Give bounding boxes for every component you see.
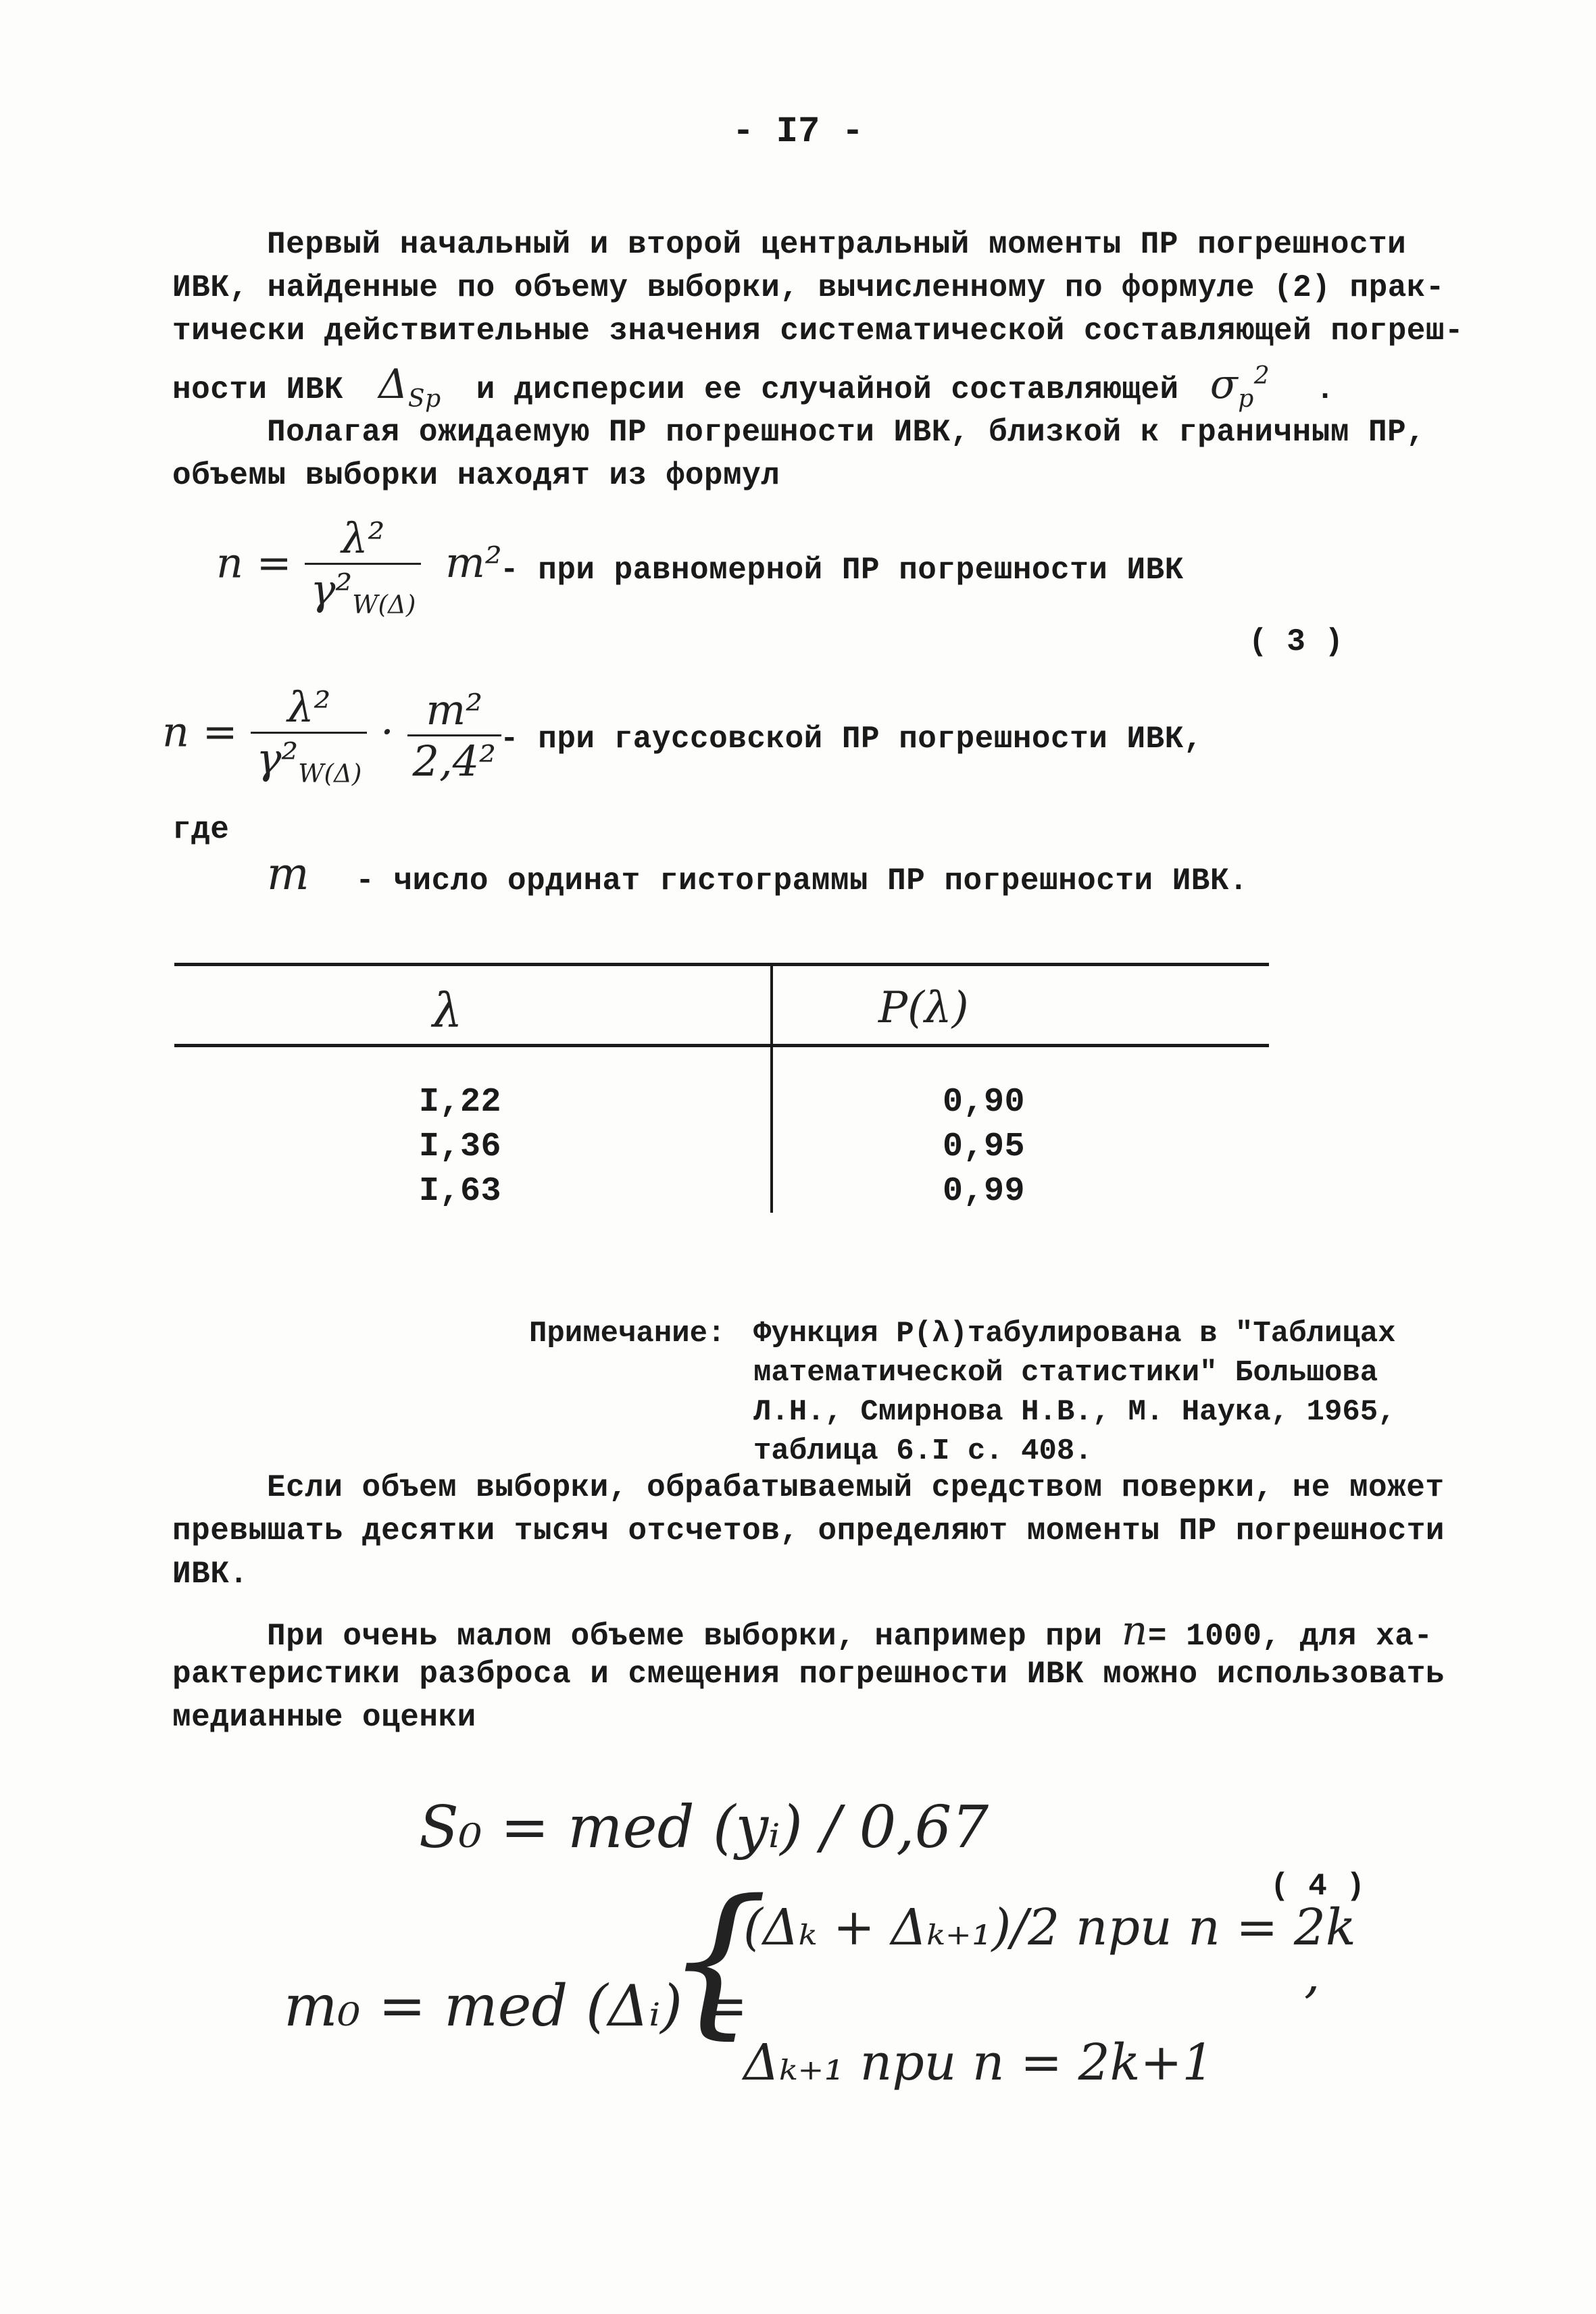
formula-gaussian-denominator-2: 2,4² bbox=[412, 736, 496, 786]
table-header-rule bbox=[174, 1044, 1269, 1047]
paragraph-4-line-1-start: При очень малом объеме выборки, например при bbox=[267, 1619, 1103, 1654]
formula-gaussian-lhs: n = bbox=[162, 707, 238, 757]
formula-median-scale: S₀ = med (yᵢ) / 0,67 bbox=[419, 1794, 989, 1861]
where-definition bbox=[267, 848, 1249, 903]
formula-uniform-rhs: m² bbox=[445, 538, 502, 588]
sigma-superscript: 2 bbox=[1253, 362, 1270, 390]
formula-median-comma: , bbox=[1304, 1946, 1320, 2004]
note-label: Примечание: bbox=[529, 1317, 726, 1351]
page-number: - I7 - bbox=[732, 111, 864, 153]
formula-gaussian-fraction-1 bbox=[251, 682, 367, 788]
equation-number-4: ( 4 ) bbox=[1270, 1869, 1366, 1904]
formula-uniform-description: - при равномерной ПР погрешности ИВК bbox=[500, 553, 1184, 588]
formula-median-case-1: (Δₖ + Δₖ₊₁)/2 при n = 2k bbox=[743, 1898, 1356, 1957]
formula-uniform-denominator bbox=[305, 565, 421, 619]
table-cell-r2-c2: 0,95 bbox=[943, 1128, 1026, 1166]
table-header-p-lambda: P(λ) bbox=[878, 983, 969, 1033]
formula-uniform-numerator: λ² bbox=[305, 513, 421, 565]
paragraph-1-line-4-middle: и дисперсии ее случайной составляющей bbox=[476, 372, 1179, 407]
formula-gaussian bbox=[162, 682, 501, 788]
delta-symbol: Δ bbox=[378, 361, 408, 408]
formula-median-shift-lhs: m₀ = med (Δᵢ) = bbox=[284, 1973, 749, 2039]
formula-gaussian-fraction-2 bbox=[407, 685, 501, 786]
delta-sp-symbol bbox=[378, 361, 441, 413]
paragraph-2-line-2: объемы выборки находят из формул bbox=[172, 458, 780, 493]
delta-subscript: Sp bbox=[407, 385, 441, 413]
paragraph-4-line-1-end: = 1000, для ха- bbox=[1147, 1619, 1433, 1654]
paragraph-3-line-3: ИВК. bbox=[172, 1557, 249, 1592]
table-column-divider bbox=[770, 963, 773, 1213]
paragraph-4-line-3: медианные оценки bbox=[172, 1700, 476, 1735]
formula-gaussian-den-sub: W(Δ) bbox=[298, 758, 362, 788]
formula-gaussian-description: - при гауссовской ПР погрешности ИВК, bbox=[500, 722, 1203, 757]
paragraph-4-line-1 bbox=[172, 1609, 1551, 1658]
sigma-symbol: σ bbox=[1210, 361, 1239, 408]
formula-gaussian-numerator-1: λ² bbox=[251, 682, 367, 734]
formula-median-brace: { bbox=[666, 1865, 769, 2054]
formula-uniform bbox=[216, 513, 502, 619]
table-cell-r1-c2: 0,90 bbox=[943, 1083, 1026, 1122]
paragraph-1-end-dot: . bbox=[1316, 372, 1335, 407]
table-cell-r3-c2: 0,99 bbox=[943, 1172, 1026, 1211]
note-line-4: таблица 6.I с. 408. bbox=[753, 1434, 1093, 1468]
paragraph-1-line-3: тически действительные значения систематической составляющей погреш- bbox=[172, 313, 1464, 349]
formula-uniform-den-sub: W(Δ) bbox=[352, 589, 416, 620]
paragraph-3-line-1: Если объем выборки, обрабатываемый средством поверки, не может bbox=[267, 1470, 1445, 1505]
paragraph-4-symbol-n: n bbox=[1121, 1607, 1148, 1655]
formula-gaussian-numerator-2: m² bbox=[407, 685, 501, 736]
note-line-3: Л.Н., Смирнова Н.В., М. Наука, 1965, bbox=[753, 1395, 1396, 1429]
formula-median-case-2: Δₖ₊₁ при n = 2k+1 bbox=[743, 2034, 1214, 2092]
note-line-2: математической статистики" Большова bbox=[753, 1356, 1378, 1390]
table-header-lambda: λ bbox=[432, 983, 463, 1038]
paragraph-3-line-2: превышать десятки тысяч отсчетов, определяют моменты ПР погрешности bbox=[172, 1513, 1445, 1549]
sigma-p-symbol bbox=[1210, 361, 1270, 413]
where-label: где bbox=[172, 812, 230, 847]
formula-uniform-den-gamma: γ² bbox=[310, 565, 353, 614]
formula-gaussian-denominator-1 bbox=[251, 734, 367, 788]
paragraph-2-line-1: Полагая ожидаемую ПР погрешности ИВК, близкой к граничным ПР, bbox=[267, 415, 1426, 450]
paragraph-4-line-2: рактеристики разброса и смещения погрешности ИВК можно использовать bbox=[172, 1657, 1445, 1692]
where-symbol-m: m bbox=[267, 848, 310, 900]
table-cell-r1-c1: I,22 bbox=[419, 1083, 502, 1122]
paragraph-1-line-2: ИВК, найденные по объему выборки, вычисленному по формуле (2) прак- bbox=[172, 270, 1445, 305]
paragraph-1-line-1: Первый начальный и второй центральный моменты ПР погрешности bbox=[267, 227, 1407, 262]
sigma-subscript: p bbox=[1238, 385, 1254, 413]
formula-gaussian-dot: · bbox=[380, 707, 394, 757]
formula-uniform-fraction bbox=[305, 513, 421, 619]
formula-uniform-lhs: n = bbox=[216, 538, 292, 588]
note-line-1: Функция P(λ)табулирована в "Таблицах bbox=[753, 1317, 1396, 1351]
table-top-rule bbox=[174, 963, 1269, 966]
table-cell-r2-c1: I,36 bbox=[419, 1128, 502, 1166]
paragraph-1-line-4-start: ности ИВК bbox=[172, 372, 343, 407]
where-description: - число ординат гистограммы ПР погрешности ИВК. bbox=[355, 863, 1249, 899]
equation-number-3: ( 3 ) bbox=[1249, 624, 1344, 659]
formula-gaussian-den-gamma: γ² bbox=[256, 734, 299, 783]
table-cell-r3-c1: I,63 bbox=[419, 1172, 502, 1211]
